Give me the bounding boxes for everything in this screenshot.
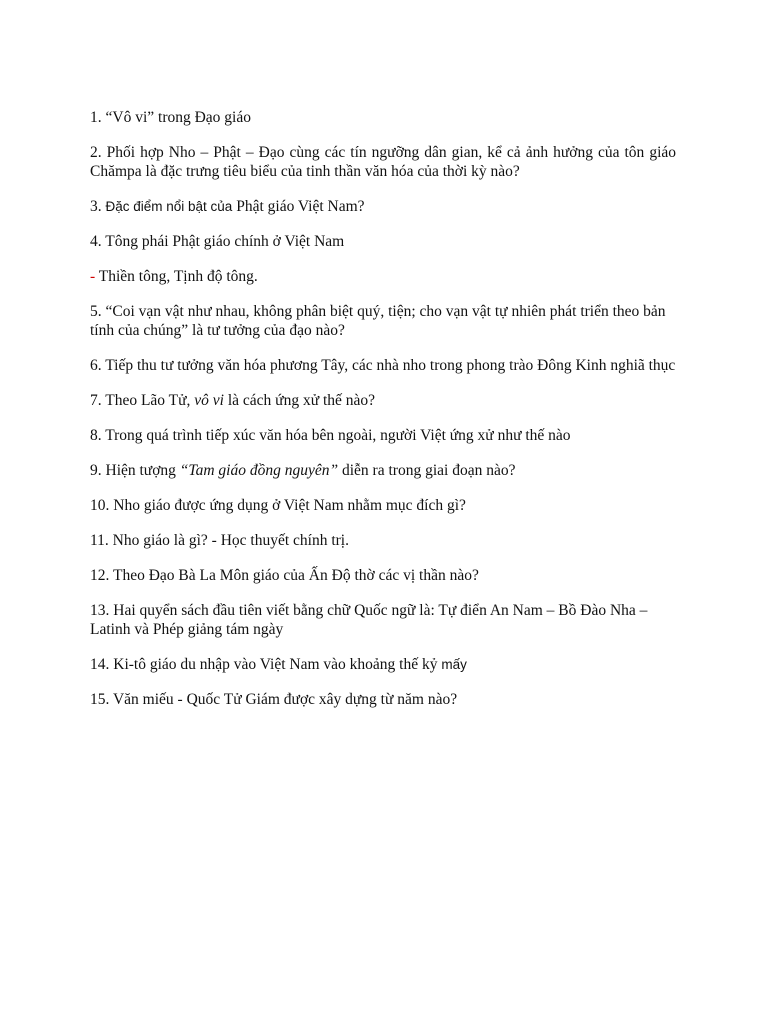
question-5: 5. “Coi vạn vật như nhau, không phân biệt quý, tiện; cho vạn vật tự nhiên phát triển theo bản tính của chúng” là tư tưởng của đạo nào? [90, 303, 666, 339]
question-12: 12. Theo Đạo Bà La Môn giáo của Ấn Độ thờ các vị thần nào? [90, 567, 479, 584]
question-11: 11. Nho giáo là gì? - Học thuyết chính trị. [90, 532, 349, 549]
question-10: 10. Nho giáo được ứng dụng ở Việt Nam nhằm mục đích gì? [90, 497, 466, 514]
document-page [90, 108, 676, 725]
answer-4: - Thiền tông, Tịnh độ tông. [90, 268, 258, 285]
question-9: 9. Hiện tượng “Tam giáo đồng nguyên” diễn ra trong giai đoạn nào? [90, 462, 516, 479]
question-3: 3. Đặc điểm nổi bật của Phật giáo Việt Nam? [90, 198, 365, 215]
question-7: 7. Theo Lão Tử, vô vi là cách ứng xử thế nào? [90, 392, 376, 409]
question-6: 6. Tiếp thu tư tưởng văn hóa phương Tây, các nhà nho trong phong trào Đông Kinh nghiã thục [90, 357, 676, 374]
question-8: 8. Trong quá trình tiếp xúc văn hóa bên ngoài, người Việt ứng xử như thế nào [90, 427, 571, 444]
dash-bullet: - [90, 268, 96, 285]
question-14: 14. Ki-tô giáo du nhập vào Việt Nam vào khoảng thế kỷ mấy [90, 656, 467, 673]
question-4: 4. Tông phái Phật giáo chính ở Việt Nam [90, 233, 345, 250]
question-1: 1. “Vô vi” trong Đạo giáo [90, 109, 251, 126]
question-13: 13. Hai quyển sách đầu tiên viết bằng chữ Quốc ngữ là: Tự điển An Nam – Bồ Đào Nha – Latinh và Phép giảng tám ngày [90, 602, 648, 638]
question-15: 15. Văn miếu - Quốc Tử Giám được xây dựng từ năm nào? [90, 691, 458, 708]
question-2: 2. Phối hợp Nho – Phật – Đạo cùng các tín ngưỡng dân gian, kể cả ảnh hưởng của tôn giáo Chămpa là đặc trưng tiêu biểu của tinh thần văn hóa của thời kỳ nào? [90, 144, 676, 180]
